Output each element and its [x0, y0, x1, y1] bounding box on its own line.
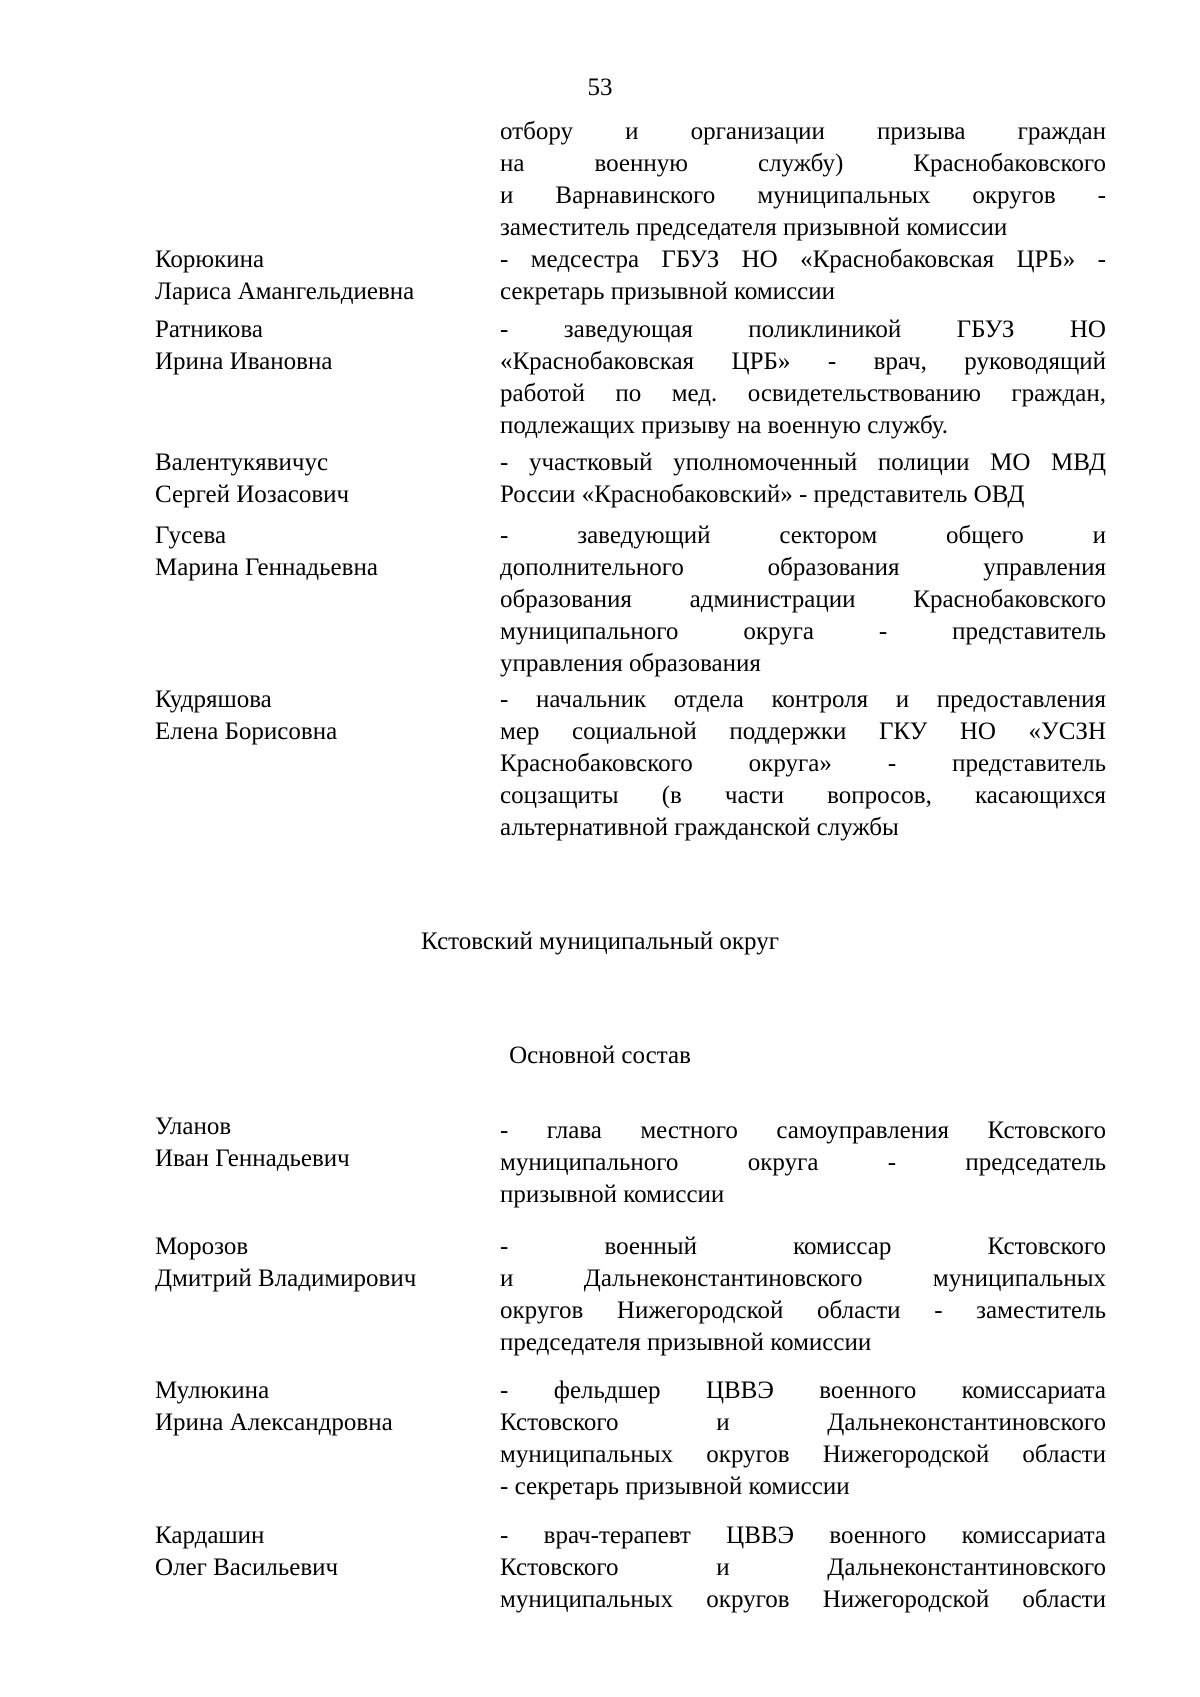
description-line: работой по мед. освидетельствованию граждан,: [500, 380, 1106, 407]
description-line: - заведующая поликлиникой ГБУЗ НО: [500, 316, 1106, 343]
continued-description: [500, 116, 1106, 244]
member-name: [155, 1375, 485, 1439]
member-given-name: Дмитрий Владимирович: [155, 1265, 417, 1292]
member-given-name: Ирина Александровна: [155, 1409, 393, 1436]
member-given-name: Иван Геннадьевич: [155, 1145, 350, 1172]
description-line: образования администрации Краснобаковского: [500, 586, 1106, 613]
member-role: [500, 244, 1106, 308]
description-line: «Краснобаковская ЦРБ» - врач, руководящий: [500, 348, 1106, 375]
member-name: [155, 1231, 485, 1295]
description-line: дополнительного образования управления: [500, 554, 1106, 581]
description-line: на военную службу) Краснобаковского: [500, 150, 1106, 177]
description-line: призывной комиссии: [500, 1181, 725, 1208]
member-given-name: Сергей Иозасович: [155, 481, 350, 508]
description-line: муниципального округа - представитель: [500, 618, 1106, 645]
description-line: - начальник отдела контроля и предоставления: [500, 686, 1106, 713]
member-name: [155, 520, 485, 584]
description-line: альтернативной гражданской службы: [500, 814, 899, 841]
member-name: [155, 684, 485, 748]
page-number: 53: [587, 74, 613, 101]
member-name: [155, 244, 485, 308]
member-role: [500, 1375, 1106, 1503]
description-line: муниципального округа - председатель: [500, 1149, 1106, 1176]
member-surname: Мулюкина: [155, 1377, 270, 1404]
description-line: и Варнавинского муниципальных округов -: [500, 182, 1106, 209]
description-line: отбору и организации призыва граждан: [500, 118, 1106, 145]
description-line: - глава местного самоуправления Кстовского: [500, 1117, 1106, 1144]
description-line: - секретарь призывной комиссии: [500, 1473, 850, 1500]
description-line: округов Нижегородской области - заместитель: [500, 1297, 1106, 1324]
description-line: подлежащих призыву на военную службу.: [500, 412, 948, 439]
member-role: [500, 1115, 1106, 1211]
member-given-name: Лариса Амангельдиевна: [155, 278, 415, 305]
member-given-name: Елена Борисовна: [155, 718, 338, 745]
member-name: [155, 1520, 485, 1584]
description-line: - фельдшер ЦВВЭ военного комиссариата: [500, 1377, 1106, 1404]
member-role: [500, 520, 1106, 680]
description-line: соцзащиты (в части вопросов, касающихся: [500, 782, 1106, 809]
member-surname: Кардашин: [155, 1522, 265, 1549]
member-name: [155, 1111, 485, 1175]
description-line: и Дальнеконстантиновского муниципальных: [500, 1265, 1106, 1292]
description-line: секретарь призывной комиссии: [500, 278, 836, 305]
description-line: Краснобаковского округа» - представитель: [500, 750, 1106, 777]
member-surname: Валентукявичус: [155, 449, 329, 476]
member-given-name: Олег Васильевич: [155, 1554, 339, 1581]
description-line: управления образования: [500, 650, 761, 677]
member-given-name: Марина Геннадьевна: [155, 554, 378, 581]
member-given-name: Ирина Ивановна: [155, 348, 333, 375]
member-role: [500, 1520, 1106, 1616]
description-line: Кстовского и Дальнеконстантиновского: [500, 1409, 1106, 1436]
member-name: [155, 447, 485, 511]
member-surname: Морозов: [155, 1233, 249, 1260]
member-surname: Кудряшова: [155, 686, 272, 713]
member-role: [500, 684, 1106, 844]
member-role: [500, 1231, 1106, 1359]
member-surname: Уланов: [155, 1113, 232, 1140]
description-line: заместитель председателя призывной комиссии: [500, 214, 1008, 241]
description-line: муниципальных округов Нижегородской области: [500, 1441, 1106, 1468]
member-surname: Корюкина: [155, 246, 265, 273]
description-line: муниципальных округов Нижегородской области: [500, 1586, 1106, 1613]
member-role: [500, 314, 1106, 442]
description-line: мер социальной поддержки ГКУ НО «УСЗН: [500, 718, 1106, 745]
description-line: Кстовского и Дальнеконстантиновского: [500, 1554, 1106, 1581]
description-line: председателя призывной комиссии: [500, 1329, 872, 1356]
member-role: [500, 447, 1106, 511]
description-line: России «Краснобаковский» - представитель ОВД: [500, 481, 1025, 508]
member-name: [155, 314, 485, 378]
member-surname: Ратникова: [155, 316, 263, 343]
subsection-title: Основной состав: [509, 1042, 691, 1069]
description-line: - врач-терапевт ЦВВЭ военного комиссариата: [500, 1522, 1106, 1549]
section-title: Кстовский муниципальный округ: [421, 928, 779, 955]
description-line: - медсестра ГБУЗ НО «Краснобаковская ЦРБ» -: [500, 246, 1106, 273]
description-line: - участковый уполномоченный полиции МО МВД: [500, 449, 1106, 476]
description-line: - заведующий сектором общего и: [500, 522, 1106, 549]
member-surname: Гусева: [155, 522, 227, 549]
description-line: - военный комиссар Кстовского: [500, 1233, 1106, 1260]
